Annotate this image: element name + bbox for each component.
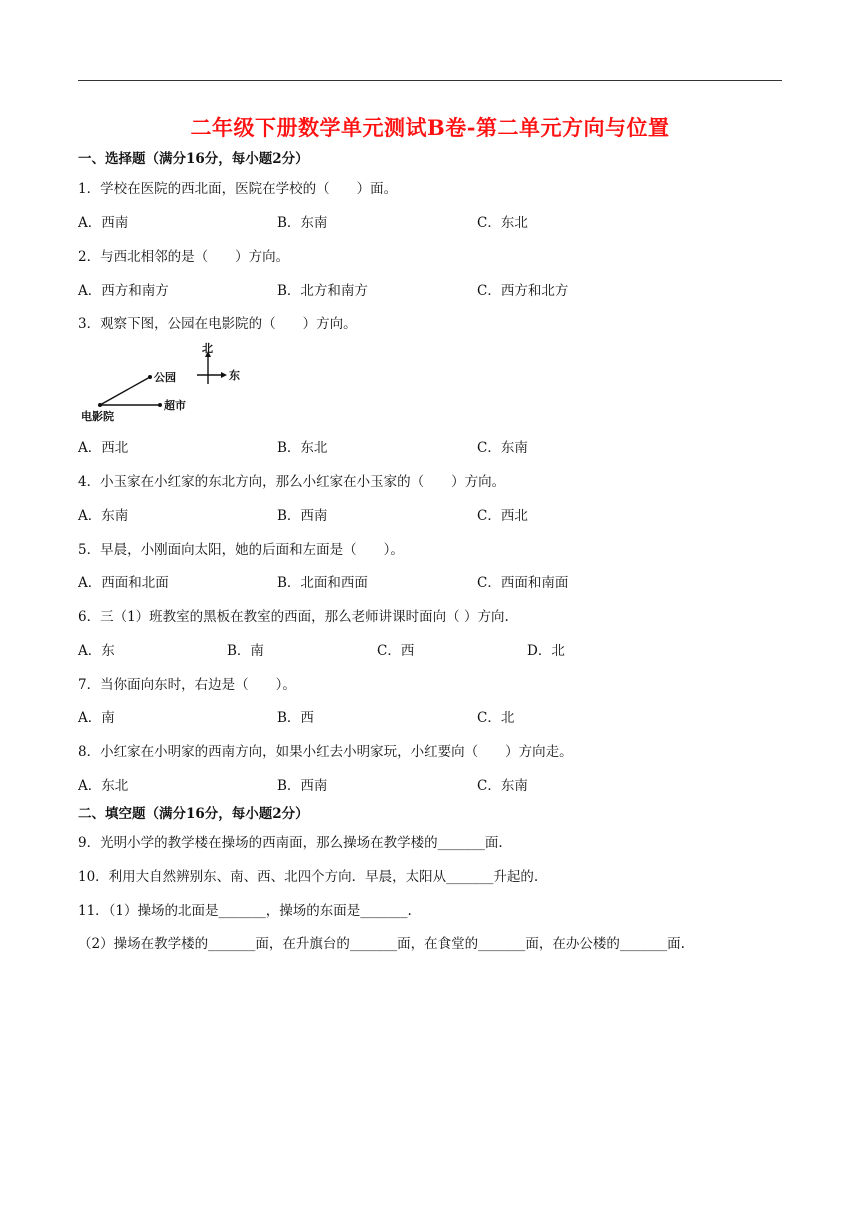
question-7: 7．当你面向东时，右边是（ ）。 (78, 677, 296, 693)
q1-option-b: B．东南 (277, 215, 328, 231)
compass-east-label: 东 (229, 369, 240, 382)
section-fill-heading: 二、填空题（满分16分，每小题2分） (78, 806, 309, 822)
section-choice-heading: 一、选择题（满分16分，每小题2分） (78, 151, 309, 167)
q7-option-a: A．南 (78, 710, 115, 726)
q8-option-c: C．东南 (477, 778, 528, 794)
q6-option-d: D．北 (527, 643, 565, 659)
q8-option-b: B．西南 (277, 778, 328, 794)
q1-option-c: C．东北 (477, 215, 528, 231)
q4-option-c: C．西北 (477, 508, 528, 524)
q5-option-c: C．西面和南面 (477, 575, 569, 591)
q8-option-a: A．东北 (78, 778, 129, 794)
q5-option-a: A．西面和北面 (78, 575, 169, 591)
market-label: 超市 (164, 399, 186, 412)
q3-option-c: C．东南 (477, 440, 528, 456)
cinema-point (98, 403, 102, 407)
cinema-to-park-line (100, 377, 150, 405)
question-1: 1．学校在医院的西北面，医院在学校的（ ）面。 (78, 181, 398, 197)
question-8: 8．小红家在小明家的西南方向，如果小红去小明家玩，小红要向（ ）方向走。 (78, 744, 573, 760)
q4-option-b: B．西南 (277, 508, 328, 524)
question-11-part-2: （2）操场在教学楼的_______面，在升旗台的_______面，在食堂的_______面，在办公楼的_______面. (78, 936, 685, 952)
park-point (148, 375, 152, 379)
question-4: 4．小玉家在小红家的东北方向，那么小红家在小玉家的（ ）方向。 (78, 474, 506, 490)
q6-option-b: B．南 (227, 643, 264, 659)
q7-option-c: C．北 (477, 710, 515, 726)
question-2: 2．与西北相邻的是（ ）方向。 (78, 249, 290, 265)
q4-option-a: A．东南 (78, 508, 129, 524)
question-11-part-1: 11．（1）操场的北面是_______，操场的东面是_______. (78, 903, 412, 919)
question-6: 6．三（1）班教室的黑板在教室的西面，那么老师讲课时面向（ ）方向. (78, 609, 509, 625)
east-arrow-icon (221, 372, 227, 378)
q1-option-a: A．西南 (78, 215, 129, 231)
direction-figure (78, 342, 253, 424)
question-10: 10．利用大自然辨别东、南、西、北四个方向．早晨，太阳从_______升起的. (78, 869, 539, 885)
q3-option-b: B．东北 (277, 440, 328, 456)
park-label: 公园 (154, 371, 176, 384)
question-5: 5．早晨，小刚面向太阳，她的后面和左面是（ ）。 (78, 542, 404, 558)
cinema-label: 电影院 (81, 410, 114, 423)
q7-option-b: B．西 (277, 710, 314, 726)
q2-option-b: B．北方和南方 (277, 283, 368, 299)
page-title: 二年级下册数学单元测试B卷-第二单元方向与位置 (190, 115, 670, 140)
q2-option-c: C．西方和北方 (477, 283, 569, 299)
question-9: 9．光明小学的教学楼在操场的西南面，那么操场在教学楼的_______面. (78, 835, 503, 851)
market-point (158, 403, 162, 407)
q5-option-b: B．北面和西面 (277, 575, 368, 591)
question-3: 3．观察下图，公园在电影院的（ ）方向。 (78, 316, 357, 332)
header-rule (78, 80, 782, 81)
q6-option-a: A．东 (78, 643, 115, 659)
compass-north-label: 北 (202, 342, 213, 355)
q3-option-a: A．西北 (78, 440, 129, 456)
q6-option-c: C．西 (377, 643, 415, 659)
q2-option-a: A．西方和南方 (78, 283, 169, 299)
